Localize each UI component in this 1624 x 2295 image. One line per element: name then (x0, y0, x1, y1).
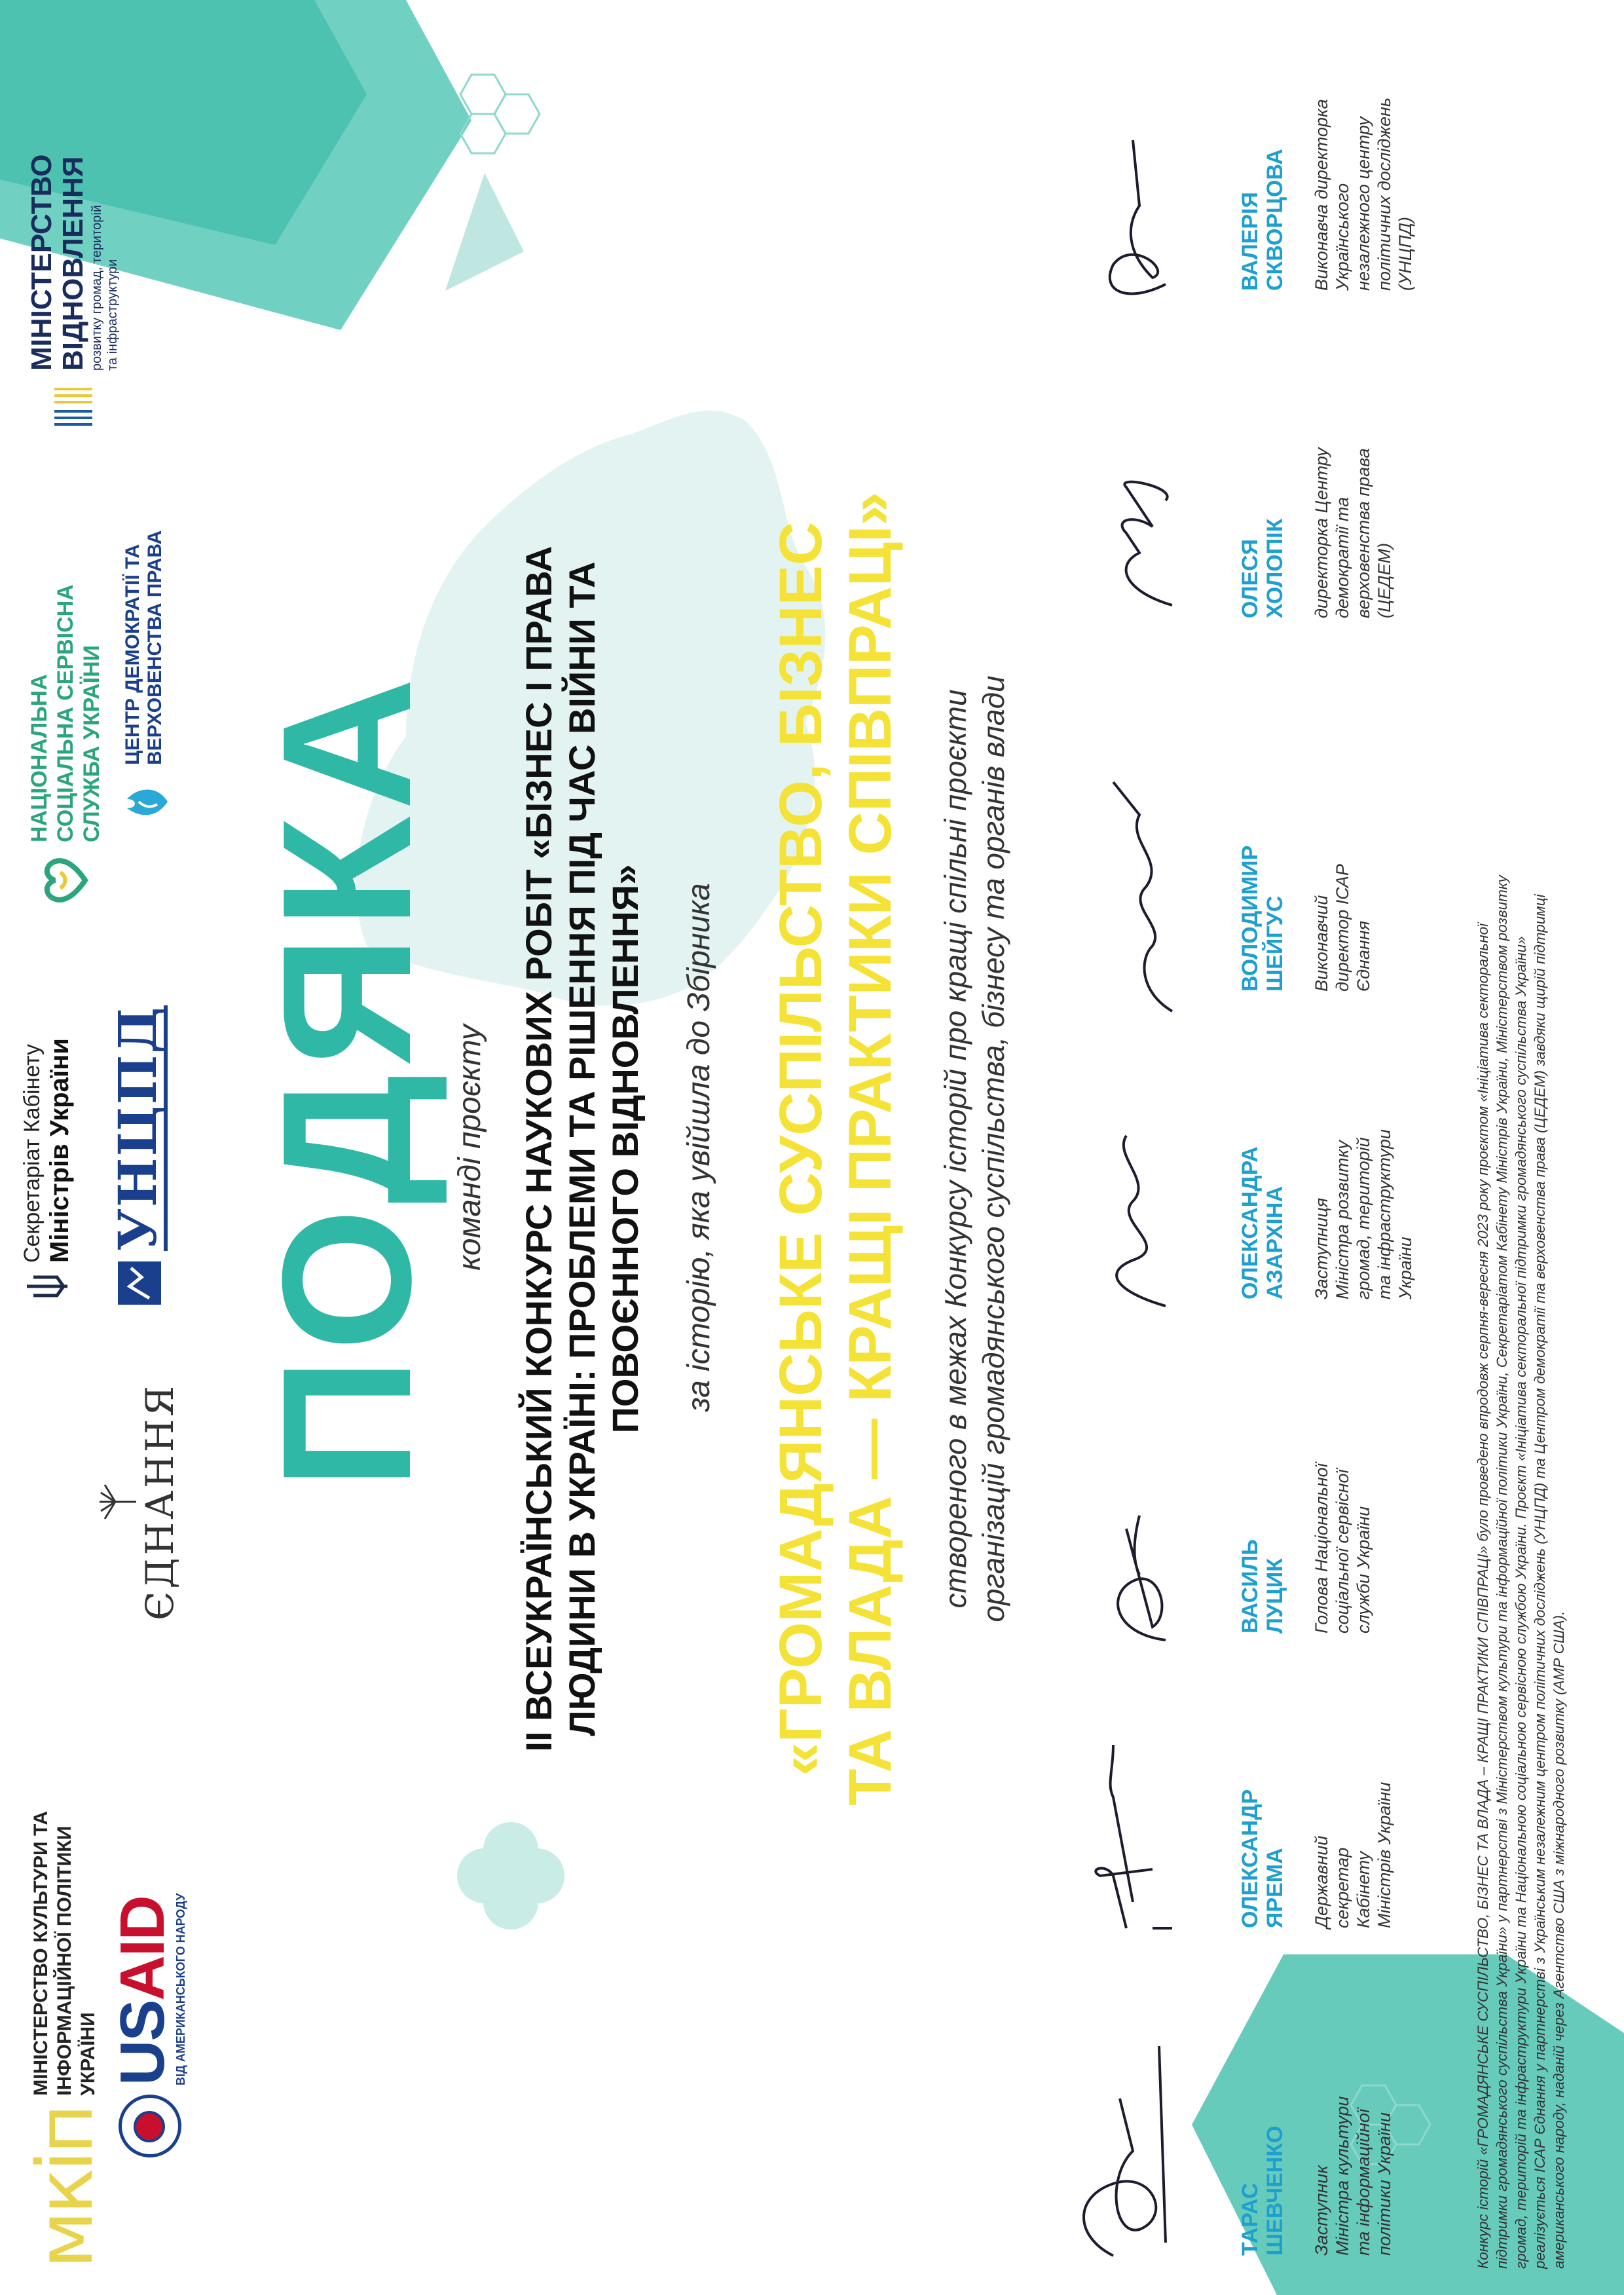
team-line: команді проєкту (452, 1024, 487, 1271)
nsss-line-1: НАЦІОНАЛЬНА (27, 674, 52, 842)
cabinet-line-2: Міністрів України (45, 1038, 74, 1263)
signatory-7 (1238, 16, 1416, 291)
nsss-line-2: СОЦІАЛЬНА СЕРВІСНА (53, 584, 78, 842)
signatory-6-first-name: ОЛЕСЯ (1238, 538, 1263, 618)
ministry-culture-name: МІНІСТЕРСТВО КУЛЬТУРИ ТА ІНФОРМАЦІЙНОЇ ПОЛІТИКИ УКРАЇНИ (30, 1810, 99, 2096)
signatory-5-position-2: директор ІСАР (1333, 864, 1352, 992)
signatory-7-position-4: політичних досліджень (1375, 97, 1394, 291)
footnote-line-1: Конкурс історій «ГРОМАДЯНСЬКЕ СУСПІЛЬСТВО, БІЗНЕС ТА ВЛАДА – КРАЩІ ПРАКТИКИ СПІВПРАЦІ» було проведено впродовж серпня-вересня 2023 року проєктом «Ініціатива секторальної (1475, 923, 1491, 2269)
signatory-5-position-1: Виконавчий (1312, 895, 1331, 992)
created-line-1: створеного в межах Конкурсу історій про кращі спільні проєкти (938, 689, 972, 1609)
signatory-4-last-name: АЗАРХІНА (1263, 1185, 1287, 1299)
signatory-2-position-2: секретар (1333, 1847, 1352, 1928)
contest-line-1: ІІ ВСЕУКРАЇНСЬКИЙ КОНКУРС НАУКОВИХ РОБІТ «БІЗНЕС І ПРАВА (518, 546, 559, 1752)
signatory-4-position-2: Міністра розвитку (1333, 1140, 1352, 1299)
signatory-5 (1238, 703, 1374, 992)
footnote-line-3: громад, територій та інфраструктури України та Національною соціальною сервісною службою України. Проєкт «Ініціатива секторальної підтримки громадянського суспільства України» (1513, 936, 1529, 2269)
signatory-1-last-name: ШЕВЧЕНКО (1263, 2125, 1287, 2256)
minrec-sub-1: розвитку громад, територій (90, 204, 104, 371)
cdrl-line-1: ЦЕНТР ДЕМОКРАТІЇ ТА (122, 544, 143, 765)
signatory-5-last-name: ШЕЙГУС (1263, 895, 1287, 992)
signatory-2-position-3: Кабінету (1354, 1851, 1373, 1928)
signatory-1-first-name: ТАРАС (1238, 2182, 1263, 2256)
signatory-6-last-name: ХОЛОПІК (1263, 518, 1287, 618)
signature-sheihus (1113, 782, 1172, 1011)
signatory-2-position-1: Державний (1312, 1835, 1331, 1928)
signatory-4-position-1: Заступниця (1312, 1197, 1331, 1299)
cabinet-line-1: Секретаріат Кабінету (20, 1043, 45, 1263)
signatory-1-position-1: Заступник (1312, 2165, 1331, 2256)
signatory-2-position-4: Міністрів України (1375, 1782, 1394, 1928)
story-line: за історію, яка увійшла до Збірника (682, 883, 716, 1412)
signatory-7-position-5: (УНЦПД) (1395, 217, 1415, 291)
signatory-7-position-3: незалежного центру (1354, 117, 1373, 291)
ednannia-name: ЄДНАННЯ (138, 1383, 182, 1620)
usaid-tagline: ВІД АМЕРИКАНСЬКОГО НАРОДУ (174, 1893, 187, 2085)
collection-line-1: «ГРОМАДЯНСЬКЕ СУСПІЛЬСТВО, БІЗНЕС (767, 521, 834, 1776)
signatory-5-first-name: ВОЛОДИМИР (1238, 845, 1263, 992)
signatory-4-position-3: громад, територій (1354, 1137, 1373, 1299)
mkip-logo-mark: мкіп (20, 2107, 110, 2269)
collection-line-2: ТА ВЛАДА — КРАЩІ ПРАКТИКИ СПІВПРАЦІ» (837, 492, 904, 1806)
created-line-2: організацій громадянського суспільства, бізнесу та органів влади (976, 675, 1010, 1622)
footnote-line-2: підтримки громадянського суспільства України» у партнерстві з Міністерством культури та інформаційної політики України, Секретаріатом Кабінету Міністрів України, Міністерством розвитку (1494, 875, 1510, 2269)
signatory-7-position-1: Виконавча директорка (1312, 99, 1331, 291)
usaid-aid: AID (107, 1896, 177, 2001)
signatory-3-first-name: ВАСИЛЬ (1238, 1539, 1263, 1633)
minrec-sub-2: та інфраструктури (105, 259, 120, 371)
cdrl-line-2: ВЕРХОВЕНСТВА ПРАВА (144, 530, 166, 765)
minrec-line-1: МІНІСТЕРСТВО (26, 154, 58, 371)
signatory-6-position-3: верховенства права (1354, 448, 1373, 618)
signatory-2-first-name: ОЛЕКСАНДР (1238, 1789, 1263, 1928)
signatory-2-last-name: ЯРЕМА (1263, 1848, 1287, 1928)
footnote-line-4: реалізується ІСАР Єднання у партнерстві з Українським незалежним центром політичних досліджень (УНЦПД) та Центром демократії та верховенства права (ЦЕДЕМ) завдяки щирій підтримці (1532, 894, 1548, 2269)
signatory-6-position-2: демократії та (1333, 496, 1352, 618)
signature-skvortsova (1110, 140, 1166, 293)
signatory-6 (1238, 330, 1395, 618)
nsss-line-3: СЛУЖБА УКРАЇНИ (79, 644, 104, 842)
contest-line-2: ЛЮДИНИ В УКРАЇНІ: ПРОБЛЕМИ ТА РІШЕННЯ ПІД ЧАС ВІЙНИ ТА (561, 561, 602, 1736)
signatory-6-position-1: директорка Центру (1312, 447, 1331, 618)
minrec-line-2: ВІДНОВЛЕННЯ (57, 156, 89, 371)
signatory-1 (1238, 1954, 1395, 2256)
signatory-4-first-name: ОЛЕКСАНДРА (1238, 1146, 1263, 1299)
signatory-1-position-4: політики України (1375, 2112, 1394, 2256)
signatory-4-position-5: України (1395, 1237, 1415, 1299)
signatory-4-position-4: та інфраструктури (1375, 1129, 1394, 1299)
signatory-5-position-3: Єднання (1354, 920, 1373, 992)
signature-azarkhina (1116, 1136, 1166, 1306)
footnote (1473, 29, 1568, 2269)
signature-yarema (1096, 1745, 1172, 1928)
signature-kholopik (1122, 482, 1172, 605)
signature-lutsyk (1118, 1516, 1166, 1640)
footnote-line-5: американського народу, наданій через Агентство США з міжнародного розвитку (АМР США). (1551, 1611, 1567, 2269)
signatory-7-position-2: Українського (1333, 183, 1352, 291)
contest-line-3: ПОВОЄННОГО ВІДНОВЛЕННЯ» (604, 864, 646, 1434)
unccd-name: УНЦПД (107, 1005, 168, 1251)
signatory-7-first-name: ВАЛЕРІЯ (1238, 192, 1263, 291)
signature-shevchenko (1084, 2046, 1166, 2256)
signatory-4 (1238, 1011, 1416, 1299)
signatory-6-position-4: (ЦЕДЕМ) (1375, 542, 1394, 618)
signatory-3 (1238, 1332, 1374, 1633)
signatory-3-position-3: служби України (1354, 1506, 1373, 1633)
signatory-3-last-name: ЛУЦИК (1263, 1558, 1287, 1633)
signatory-2 (1238, 1653, 1395, 1928)
signatory-1-position-3: та інформаційної (1354, 2108, 1373, 2256)
signatory-3-position-1: Голова Національної (1312, 1463, 1331, 1633)
signatory-1-position-2: Міністра культури (1333, 2096, 1352, 2256)
usaid-us: US (107, 2000, 177, 2085)
signatory-7-last-name: СКВОРЦОВА (1263, 149, 1287, 291)
certificate-title: ПОДЯКА (245, 671, 449, 1489)
signatory-3-position-2: соціальної сервісної (1333, 1469, 1352, 1633)
